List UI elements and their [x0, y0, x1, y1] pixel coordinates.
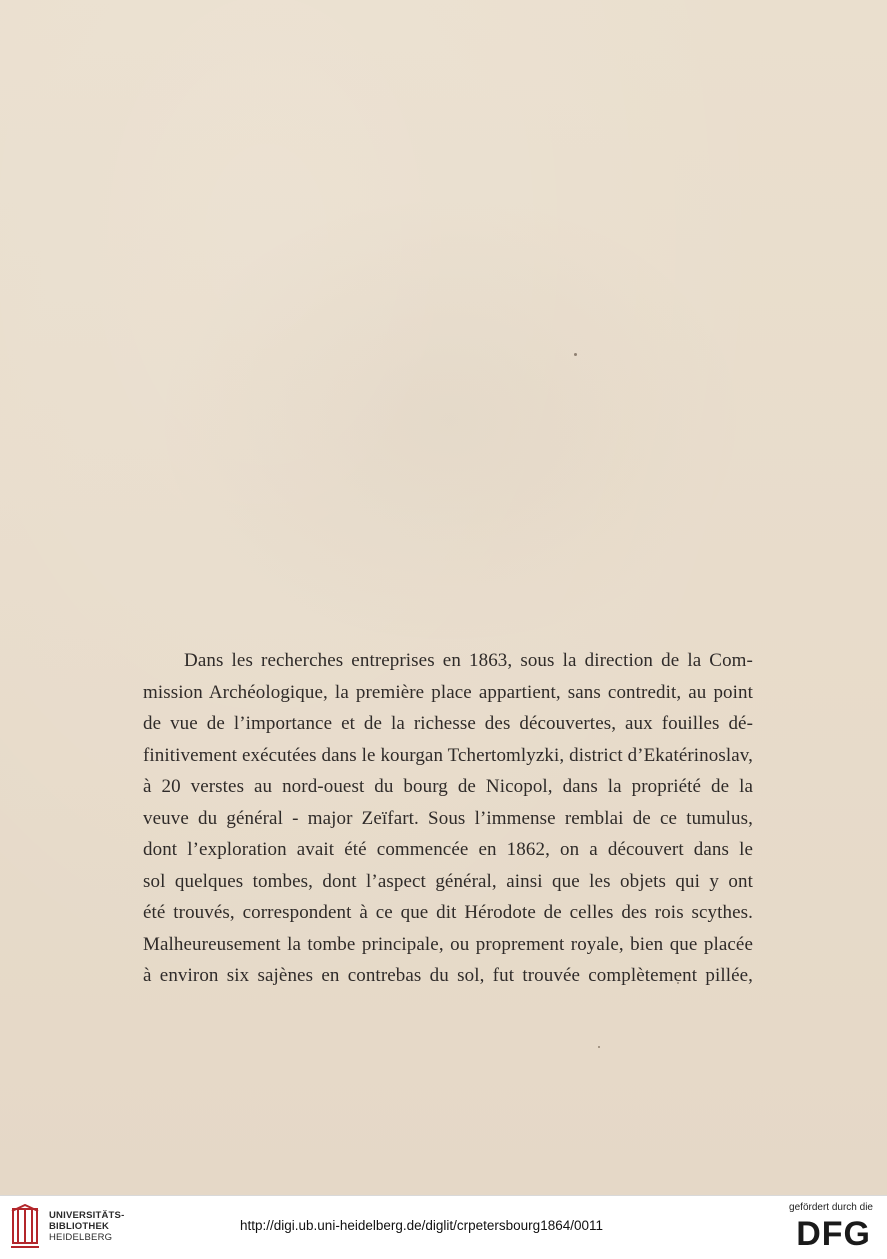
text-line: mission Archéologique, la première place appartient, sans contredit, au point — [143, 681, 753, 703]
text-line: à environ six sajènes en contrebas du sol, fut trouvée complètement pillée, — [143, 965, 753, 986]
text-line: à 20 verstes au nord-ouest du bourg de Nicopol, dans la propriété de la — [143, 776, 753, 797]
library-name — [49, 1210, 124, 1243]
funder-block — [773, 1202, 873, 1249]
university-logo-icon[interactable] — [10, 1204, 40, 1250]
library-name-line: BIBLIOTHEK — [49, 1221, 110, 1232]
text-line: été trouvés, correspondent à ce que dit Hérodote de celles des rois scythes. — [143, 902, 753, 923]
text-line: de vue de l’importance et de la richesse des découvertes, aux fouilles dé- — [143, 713, 753, 734]
ink-speck — [598, 1046, 600, 1048]
dfg-logo-icon[interactable] — [773, 1215, 873, 1249]
footer-bar — [0, 1195, 887, 1259]
dfg-logo-text: DFG — [796, 1215, 871, 1249]
library-name-line: UNIVERSITÄTS- — [49, 1210, 125, 1221]
text-line: Dans les recherches entreprises en 1863, sous la direction de la Com- — [184, 650, 753, 671]
library-name-line: HEIDELBERG — [49, 1232, 113, 1243]
ink-speck — [574, 353, 577, 356]
text-line: sol quelques tombes, dont l’aspect général, ainsi que les objets qui y ont — [143, 870, 753, 892]
text-line: Malheureusement la tombe principale, ou proprement royale, bien que placée — [143, 933, 753, 955]
bleed-through-shadow — [150, 190, 750, 650]
source-url-link[interactable]: http://digi.ub.uni-heidelberg.de/diglit/crpetersbourg1864/0011 — [240, 1218, 604, 1233]
text-line: dont l’exploration avait été commencée en 1862, on a découvert dans le — [143, 839, 753, 860]
funder-caption: gefördert durch die — [789, 1202, 873, 1213]
text-line: finitivement exécutées dans le kourgan Tchertomlyzki, district d’Ekatérinoslav, — [143, 744, 753, 766]
text-line: veuve du général - major Zeïfart. Sous l’immense remblai de ce tumulus, — [143, 807, 753, 829]
body-paragraph — [143, 645, 753, 992]
